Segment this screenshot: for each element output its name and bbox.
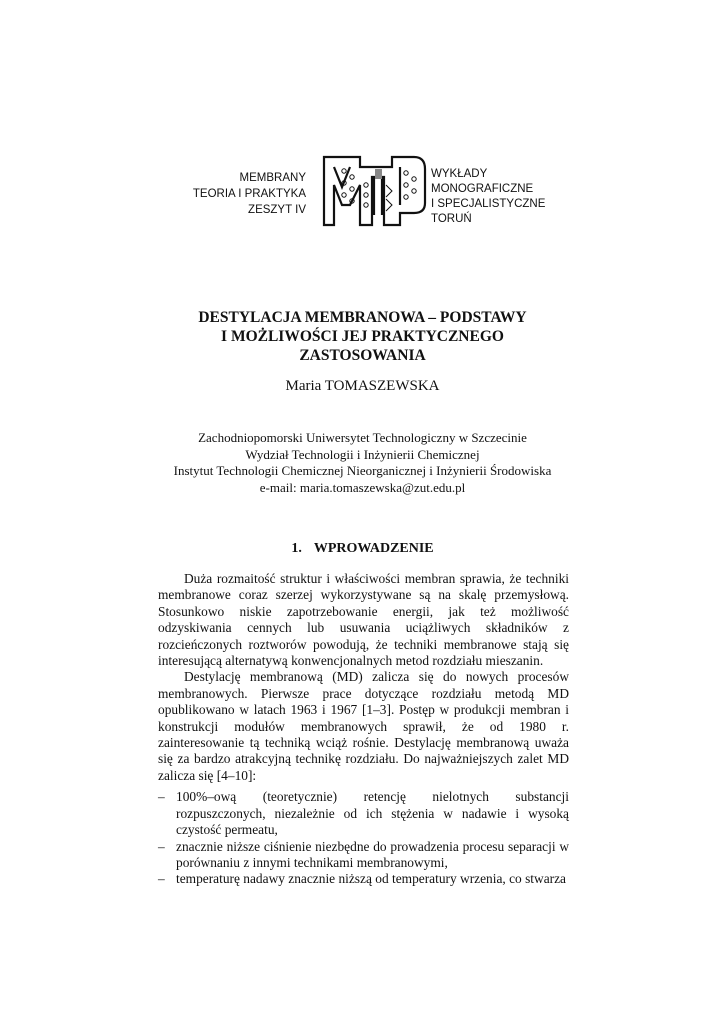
list-item-text: 100%–ową (teoretycznie) retencję nielotnych substancji rozpuszczonych, niezależnie od ich stężenia w nadawie i wysoką czystość permeatu, <box>176 789 569 838</box>
title-line: I MOŻLIWOŚCI JEJ PRAKTYCZNEGO <box>221 328 504 345</box>
publisher-line: MONOGRAFICZNE <box>431 183 534 195</box>
list-item <box>158 871 569 887</box>
series-info <box>150 170 306 218</box>
advantages-list <box>158 789 569 887</box>
list-item-text: temperaturę nadawy znacznie niższą od temperatury wrzenia, co stwarza <box>176 871 566 887</box>
mtp-logo-icon <box>322 155 427 227</box>
publisher-line: I SPECJALISTYCZNE <box>431 198 546 210</box>
bullet-dash: – <box>158 789 165 805</box>
title-line: DESTYLACJA MEMBRANOWA – PODSTAWY <box>198 309 527 326</box>
publisher-info <box>431 167 591 227</box>
bullet-dash: – <box>158 871 165 887</box>
series-line: ZESZYT IV <box>248 204 306 216</box>
bullet-dash: – <box>158 838 165 854</box>
title-line: ZASTOSOWANIA <box>299 347 426 364</box>
publisher-line: WYKŁADY <box>431 168 488 180</box>
affiliation-line: Wydział Technologii i Inżynierii Chemicznej <box>245 446 480 462</box>
section-title: WPROWADZENIE <box>313 541 434 556</box>
author-name: Maria TOMASZEWSKA <box>285 378 440 394</box>
author-email: e-mail: maria.tomaszewska@zut.edu.pl <box>259 479 466 495</box>
series-line: TEORIA I PRAKTYKA <box>192 188 306 200</box>
list-item <box>158 789 569 838</box>
affiliation-line: Instytut Technologii Chemicznej Nieorganicznej i Inżynierii Środowiska <box>173 463 552 478</box>
paragraph: Destylację membranową (MD) zalicza się do nowych procesów membranowych. Pierwsze prace dotyczące rozdziału metodą MD opublikowano w latach 1963 i 1967 [1–3]. Postęp w produkcji membran i konstrukcji modułów membranowych sprawił, że od 1980 r. zainteresowanie tą techniką wciąż rośnie. Destylację membranową uważa się za bardzo atrakcyjną technikę rozdziału. Do najważniejszych zalet MD zalicza się [4–10]: <box>158 669 569 783</box>
list-item-text: znacznie niższe ciśnienie niezbędne do prowadzenia procesu separacji w porównaniu z innymi technikami membranowymi, <box>176 838 569 870</box>
affiliation-line: Zachodniopomorski Uniwersytet Technologiczny w Szczecinie <box>198 430 527 445</box>
section-number: 1. <box>291 541 302 556</box>
body-text <box>158 571 569 888</box>
series-line: MEMBRANY <box>239 172 306 184</box>
paper-title <box>120 308 605 365</box>
paragraph: Duża rozmaitość struktur i właściwości membran sprawia, że techniki membranowe coraz szerzej wykorzystywane są na skalę przemysłową. Stosunkowo niskie zapotrzebowanie energii, jak też możliwość odzyskiwania cennych lub usuwania uciążliwych składników z rozcieńczonych roztworów powodują, że techniki membranowe stają się interesującą alternatywą konwencjonalnych metod rozdziału mieszanin. <box>158 571 569 669</box>
list-item <box>158 839 569 872</box>
affiliation <box>120 430 605 496</box>
publisher-line: TORUŃ <box>431 213 472 225</box>
section-heading <box>120 541 605 557</box>
